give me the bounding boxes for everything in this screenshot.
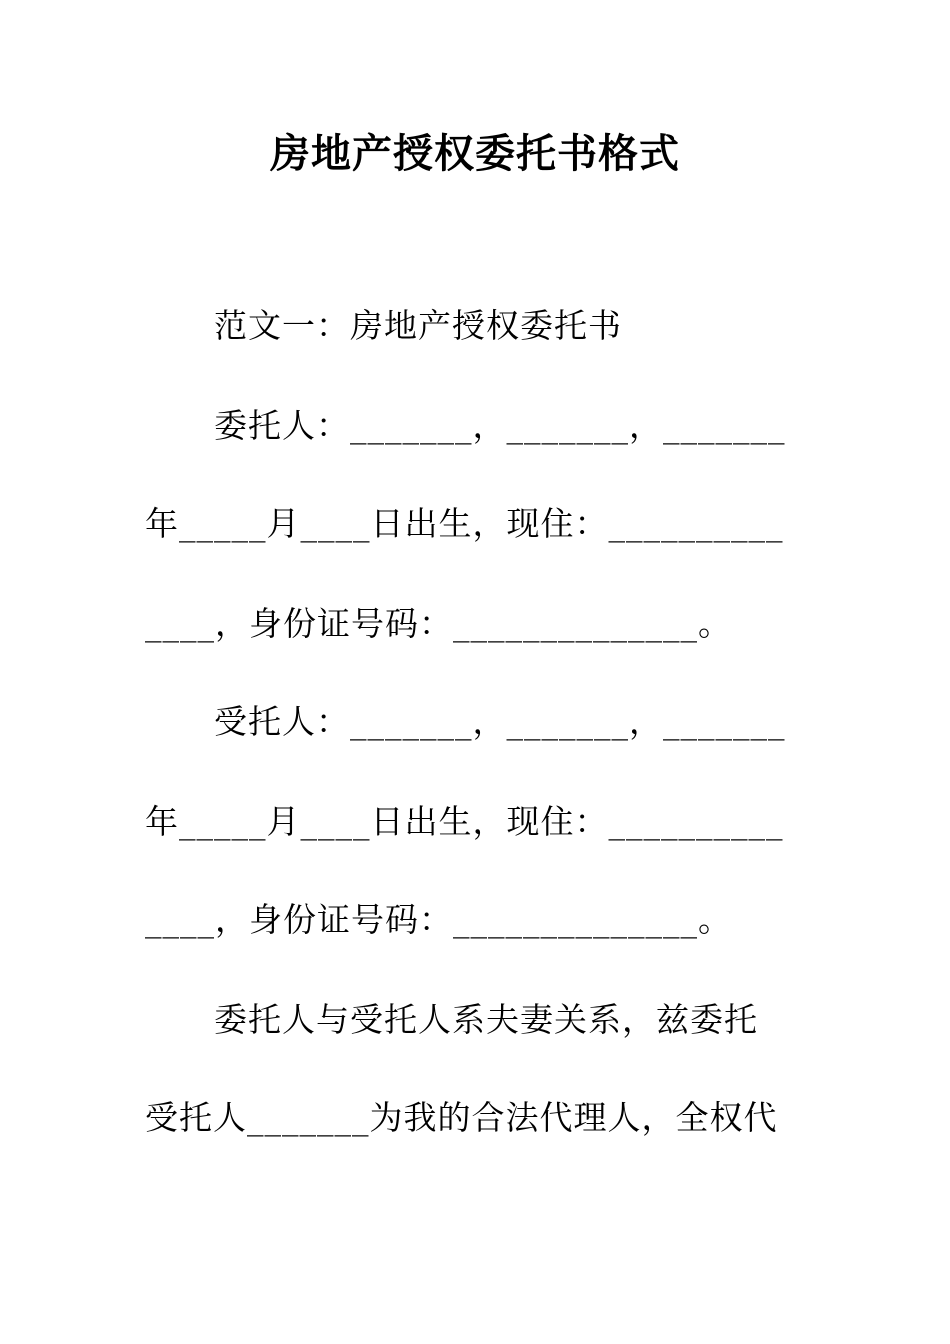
text-line: 委托人与受托人系夫妻关系，兹委托 [214, 1000, 758, 1039]
text-line: 受托人：_______，_______，_______ [214, 702, 786, 741]
text-line: 年_____月____日出生，现住：__________ [145, 504, 784, 543]
section-heading: 范文一：房地产授权委托书 [214, 306, 622, 345]
text-line: ____，身份证号码：______________。 [145, 604, 732, 643]
document-title: 房地产授权委托书格式 [270, 130, 680, 177]
text-line: 年_____月____日出生，现住：__________ [145, 802, 784, 841]
text-line: 委托人：_______，_______，_______ [214, 406, 786, 445]
text-line: 受托人_______为我的合法代理人，全权代 [145, 1098, 778, 1137]
text-line: ____，身份证号码：______________。 [145, 900, 732, 939]
